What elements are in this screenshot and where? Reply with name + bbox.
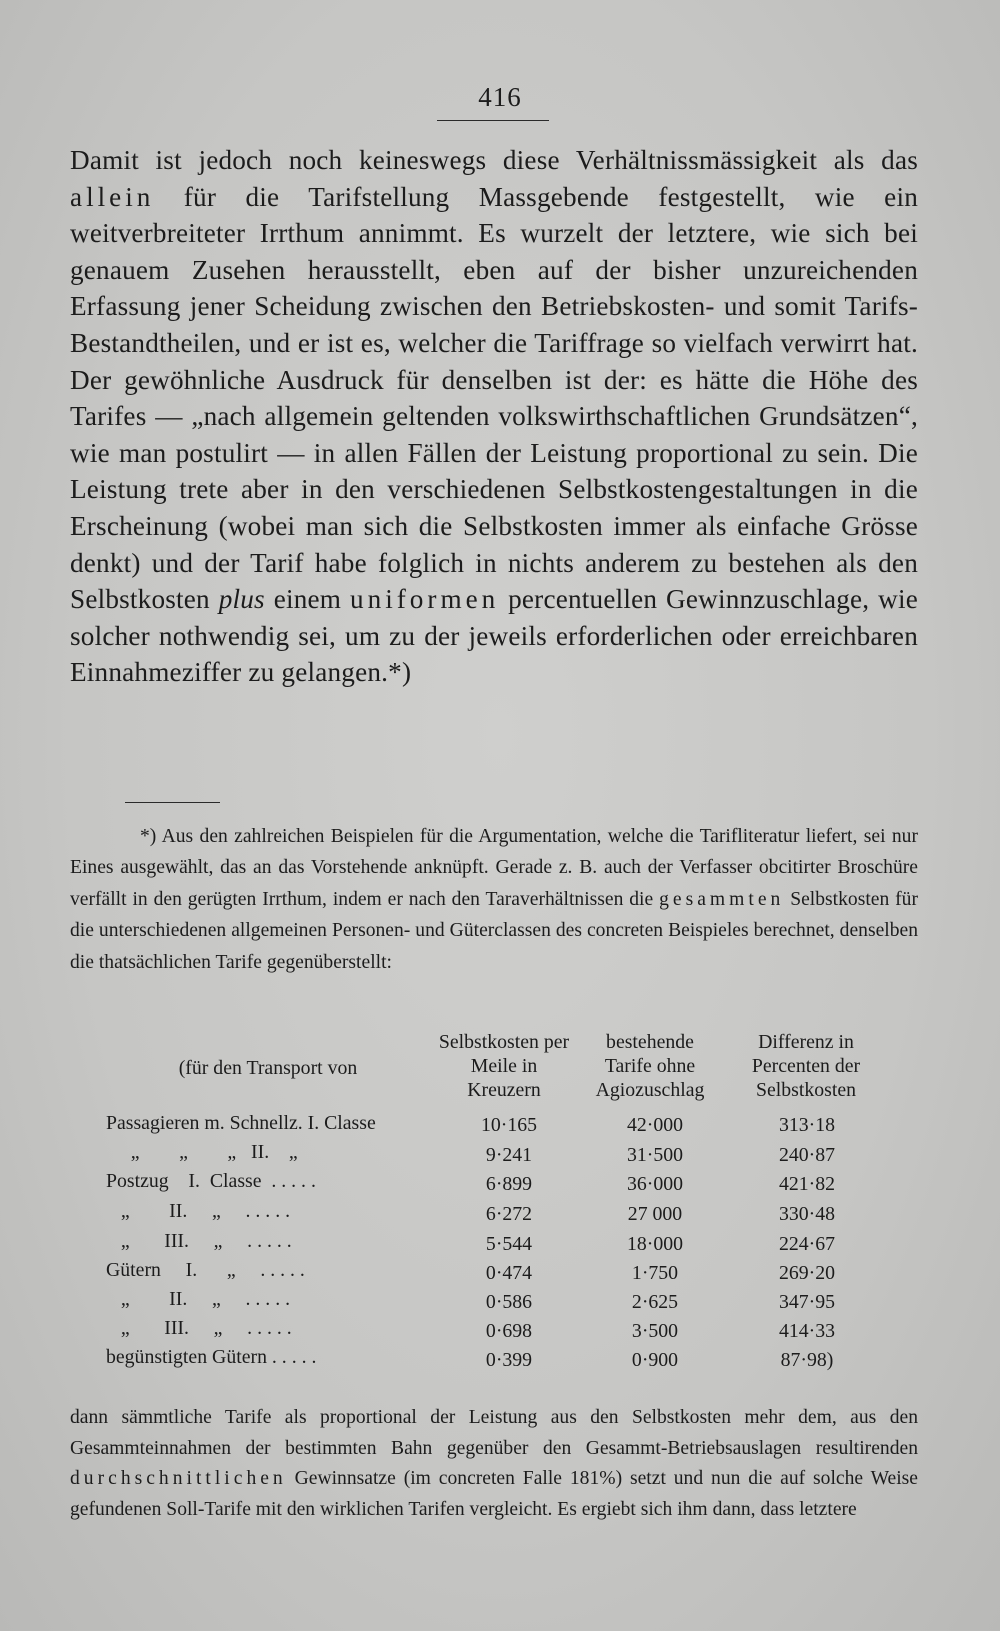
- row-tarif: 31·500: [626, 1144, 684, 1166]
- footnote-part-2: Selbstkosten für die unterschiedenen allgemeinen Personen- und Güterclassen des concreten Beispieles berechnet, denselben die thatsächlichen Tarife gegenüberstellt:: [70, 888, 919, 973]
- row-selbstkosten: 0·698: [485, 1320, 533, 1342]
- closing-paragraph: [70, 1403, 918, 1525]
- row-selbstkosten: 6·272: [485, 1203, 533, 1225]
- main-text-part-2: für die Tarifstellung Massgebende festgestellt, wie ein weitverbreiteter Irrthum annimmt. Es wurzelt der letztere, wie sich bei genauem Zusehen herausstellt, eben auf der bisher unzureichenden Erfassung jener Scheidung zwischen den Betriebskosten- und somit Tarifs-Bestandtheilen, und er ist es, welcher die Tariffrage so vielfach verwirrt hat. Der gewöhnliche Ausdruck für denselben ist der: es hätte die Höhe des Tarifes — „nach allgemein geltenden volkswirthschaftlichen Grundsätzen“, wie man postulirt — in allen Fällen der Leistung proportional zu sein. Die Leistung trete aber in den verschiedenen Selbstkostengestaltungen in die Erscheinung (wobei man sich die Selbstkosten immer als einfache Grösse denkt) und der Tarif habe folglich in nichts anderem zu bestehen als den Selbstkosten: [70, 181, 918, 615]
- main-text-part-3: einem: [264, 584, 350, 615]
- row-tarif: 0·900: [631, 1349, 679, 1371]
- row-label: „ II. „ . . . . .: [106, 1200, 291, 1222]
- footnote-part-1: *) Aus den zahlreichen Beispielen für die Argumentation, welche die Tarifliteratur liefert, sei nur Eines ausgewählt, das an das Vorstehende anknüpft. Gerade z. B. auch der Verfasser obcitirter Broschüre verfällt in den gerügten Irrthum, indem er nach den Taraverhältnissen die: [70, 826, 918, 910]
- table-header-tarife: bestehende Tarife ohne Agiozuschlag: [595, 1031, 705, 1101]
- table-header-selbstkosten: Selbstkosten per Meile in Kreuzern: [438, 1031, 570, 1101]
- table-header-differenz: Differenz in Percenten der Selbstkosten: [751, 1031, 861, 1101]
- page-number-rule: [437, 120, 549, 121]
- row-label: „ III. „ . . . . .: [106, 1317, 292, 1339]
- row-selbstkosten: 0·474: [485, 1262, 533, 1284]
- row-tarif: 27 000: [627, 1203, 683, 1225]
- row-differenz: 421·82: [778, 1173, 836, 1195]
- row-differenz: 347·95: [778, 1291, 836, 1313]
- row-selbstkosten: 0·399: [485, 1349, 533, 1371]
- table-header-transport: (für den Transport von: [178, 1057, 358, 1079]
- row-label: Postzug I. Classe . . . . .: [106, 1170, 316, 1192]
- row-selbstkosten: 10·165: [480, 1114, 538, 1136]
- main-text-italic-plus: plus: [218, 584, 265, 615]
- row-differenz: 240·87: [778, 1144, 836, 1166]
- row-tarif: 1·750: [631, 1262, 679, 1284]
- row-tarif: 36·000: [626, 1173, 684, 1195]
- row-label: „ „ „ II. „: [106, 1141, 298, 1163]
- row-differenz: 224·67: [778, 1233, 836, 1255]
- row-label: „ III. „ . . . . .: [106, 1230, 292, 1252]
- row-tarif: 2·625: [631, 1291, 679, 1313]
- row-selbstkosten: 5·544: [485, 1233, 533, 1255]
- row-tarif: 18·000: [626, 1233, 684, 1255]
- row-label: Passagieren m. Schnellz. I. Classe: [106, 1112, 376, 1134]
- row-differenz: 313·18: [778, 1114, 836, 1136]
- row-differenz: 414·33: [778, 1320, 836, 1342]
- page-number: 416: [478, 82, 522, 112]
- main-text-part-4: percentuellen Gewinnzuschlage, wie solcher nothwendig sei, um zu der jeweils erforderlichen oder erreichbaren Einnahmeziffer zu gelangen.*): [70, 584, 918, 688]
- row-label: „ II. „ . . . . .: [106, 1288, 291, 1310]
- footnote-emphasis: gesammten: [659, 888, 785, 910]
- row-differenz: 269·20: [778, 1262, 836, 1284]
- footnote-divider: [125, 802, 220, 803]
- row-label: begünstigten Gütern . . . . .: [106, 1346, 317, 1368]
- row-tarif: 42·000: [626, 1114, 684, 1136]
- row-differenz: 87·98): [780, 1349, 834, 1371]
- closing-part-2: Gewinnsatze (im concreten Falle 181%) setzt und nun die auf solche Weise gefundenen Soll-Tarife mit den wirklichen Tarifen vergleicht. Es ergiebt sich ihm dann, dass letztere: [70, 1468, 918, 1520]
- cost-table: [100, 1030, 900, 1390]
- row-label: Gütern I. „ . . . . .: [106, 1259, 305, 1281]
- row-selbstkosten: 0·586: [485, 1291, 533, 1313]
- row-selbstkosten: 9·241: [485, 1144, 533, 1166]
- closing-emphasis: durchschnittlichen: [70, 1468, 287, 1489]
- main-text-emphasis-allein: allein: [70, 181, 155, 212]
- closing-part-1: dann sämmtliche Tarife als proportional der Leistung aus den Selbstkosten mehr dem, aus den Gesammteinnahmen der bestimmten Bahn gegenüber den Gesammt-Betriebsauslagen resultirenden: [70, 1407, 918, 1459]
- row-differenz: 330·48: [778, 1203, 836, 1225]
- main-text-part-1: Damit ist jedoch noch keineswegs diese Verhältnissmässigkeit als das: [70, 145, 918, 175]
- main-paragraph: [70, 142, 918, 691]
- footnote: [70, 821, 918, 978]
- main-text-emphasis-uniformen: uniformen: [350, 584, 500, 615]
- row-selbstkosten: 6·899: [485, 1173, 533, 1195]
- row-tarif: 3·500: [631, 1320, 679, 1342]
